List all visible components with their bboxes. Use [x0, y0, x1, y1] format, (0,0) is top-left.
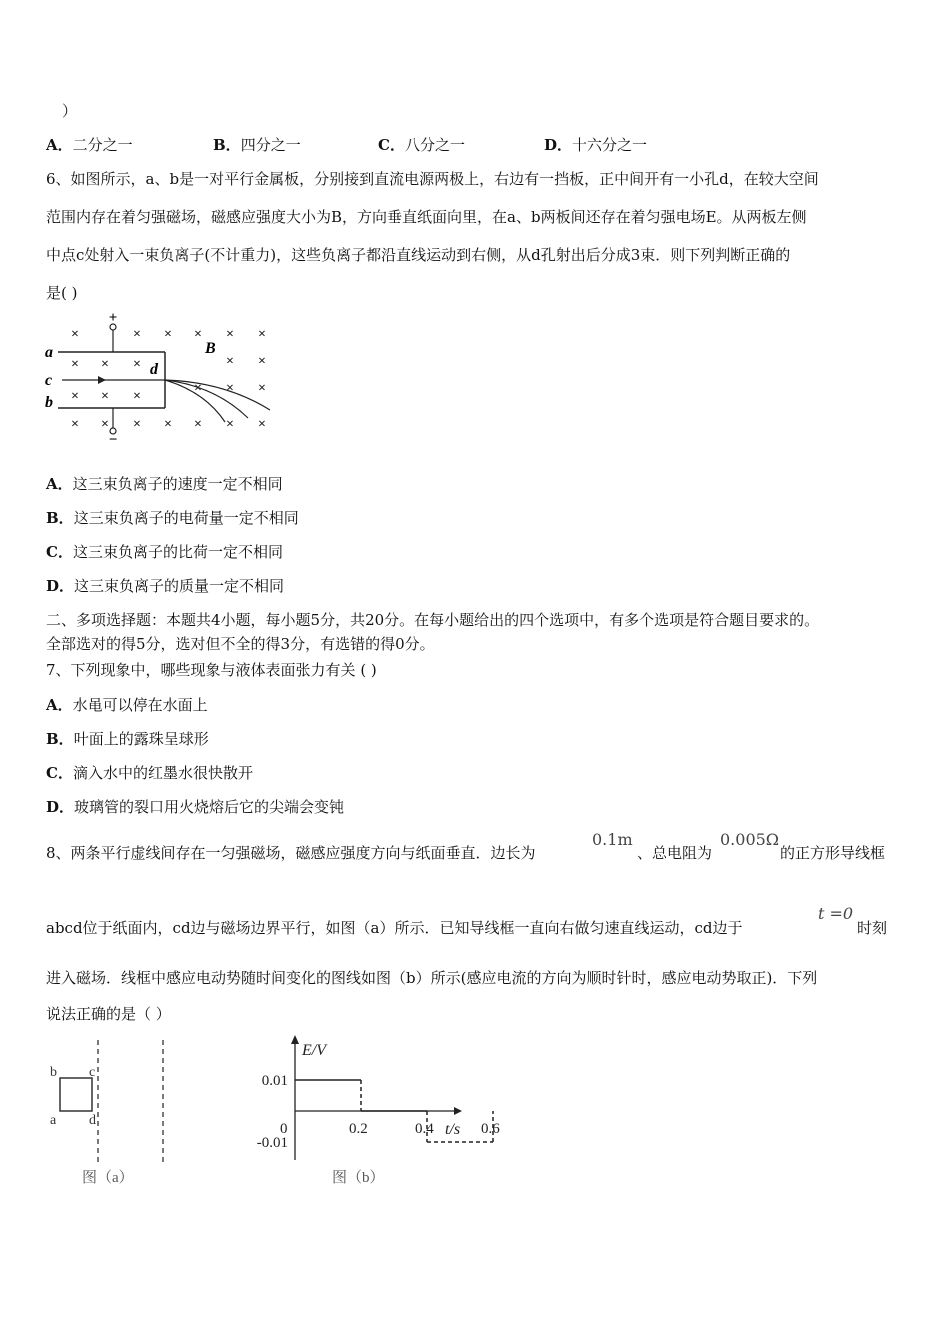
q8-line-2a: abcd位于纸面内，cd边与磁场边界平行，如图（a）所示．已知导线框一直向右做匀速直线运动，cd边于	[46, 919, 743, 937]
option-text: 水黾可以停在水面上	[72, 696, 208, 714]
q6-option-d[interactable]	[46, 575, 284, 597]
q6-option-b[interactable]	[46, 507, 299, 529]
option-text: 四分之一	[240, 136, 301, 154]
q6-stem-line-1: 6、如图所示，a、b是一对平行金属板，分别接到直流电源两极上，右边有一挡板，正中间开有一小孔d，在较大空间	[46, 170, 819, 188]
q5-option-c[interactable]	[378, 134, 465, 156]
q5-option-d[interactable]	[544, 134, 647, 156]
x-tick-label: 0.2	[349, 1121, 368, 1137]
label-plus: +	[108, 310, 118, 326]
cross-mark: ×	[226, 354, 234, 369]
option-label: D．	[46, 798, 75, 816]
q7-option-c[interactable]	[46, 762, 253, 784]
q8-line-1b: 、总电阻为	[637, 844, 713, 862]
q6-option-c[interactable]	[46, 541, 283, 563]
option-text: 这三束负离子的比荷一定不相同	[72, 543, 283, 561]
section2-line-1: 二、多项选择题：本题共4小题，每小题5分，共20分。在每小题给出的四个选项中，有多个选项是符合题目要求的。	[46, 611, 820, 629]
caption-b: 图（b）	[332, 1170, 385, 1186]
q6-stem-line-3: 中点c处射入一束负离子(不计重力)，这些负离子都沿直线运动到右侧，从d孔射出后分成3束．则下列判断正确的	[46, 246, 791, 264]
option-text: 滴入水中的红墨水很快散开	[72, 764, 253, 782]
x-axis-label: t/s	[445, 1121, 461, 1138]
option-label: B．	[46, 509, 74, 527]
cross-mark: ×	[226, 417, 234, 432]
cross-mark: ×	[133, 357, 141, 372]
q5-option-b[interactable]	[213, 134, 301, 156]
q7-option-b[interactable]	[46, 728, 209, 750]
cross-mark: ×	[258, 354, 266, 369]
q8-math-time: t =0	[818, 904, 854, 923]
beam-2	[165, 380, 248, 418]
option-label: A．	[46, 696, 73, 714]
arrow-head	[98, 376, 106, 384]
q5-tail: ）	[62, 102, 78, 120]
label-a: a	[45, 344, 53, 361]
y-tick-label: 0.01	[261, 1073, 288, 1089]
option-text: 这三束负离子的电荷量一定不相同	[73, 509, 299, 527]
x-tick-label: 0.6	[481, 1121, 500, 1137]
option-label: B．	[213, 136, 241, 154]
option-text: 这三束负离子的质量一定不相同	[74, 577, 285, 595]
cross-mark: ×	[133, 417, 141, 432]
cross-mark: ×	[164, 417, 172, 432]
y-tick-label: -0.01	[256, 1135, 288, 1151]
label-c: c	[45, 372, 53, 389]
option-text: 十六分之一	[572, 136, 648, 154]
label-b: b	[50, 1065, 57, 1080]
x-axis-arrow	[454, 1107, 462, 1115]
label-d: d	[89, 1113, 96, 1128]
cross-mark: ×	[133, 327, 141, 342]
option-text: 玻璃管的裂口用火烧熔后它的尖端会变钝	[74, 798, 345, 816]
q7-stem: 7、下列现象中，哪些现象与液体表面张力有关 ( )	[46, 661, 377, 679]
label-a: a	[50, 1113, 57, 1128]
cross-mark: ×	[258, 417, 266, 432]
label-B: B	[205, 340, 216, 357]
label-minus: −	[108, 432, 118, 448]
q8-line-1a: 8、两条平行虚线间存在一匀强磁场，磁感应强度方向与纸面垂直．边长为	[46, 844, 536, 862]
q8-math-length: 0.1m	[592, 830, 633, 849]
y-axis-label: E/V	[302, 1042, 326, 1059]
option-label: C．	[378, 136, 405, 154]
origin-label: 0	[280, 1121, 288, 1137]
option-text: 八分之一	[404, 136, 465, 154]
option-text: 这三束负离子的速度一定不相同	[72, 475, 283, 493]
beam-1	[165, 380, 270, 410]
cross-mark: ×	[258, 381, 266, 396]
cross-mark: ×	[258, 327, 266, 342]
q7-option-d[interactable]	[46, 796, 344, 818]
cross-mark: ×	[71, 389, 79, 404]
q8-math-resistance: 0.005Ω	[720, 830, 780, 849]
option-text: 二分之一	[72, 136, 133, 154]
q5-option-a[interactable]	[46, 134, 133, 156]
cross-mark: ×	[164, 327, 172, 342]
q8-line-3: 进入磁场．线框中感应电动势随时间变化的图线如图（b）所示(感应电流的方向为顺时针时，感应电动势取正)．下列	[46, 969, 818, 987]
option-label: D．	[46, 577, 75, 595]
option-label: C．	[46, 543, 73, 561]
cross-mark: ×	[71, 357, 79, 372]
cross-mark: ×	[226, 381, 234, 396]
cross-mark: ×	[133, 389, 141, 404]
cross-mark: ×	[226, 327, 234, 342]
q8-figure-b-chart	[240, 1030, 500, 1195]
label-c: c	[89, 1065, 96, 1080]
label-d: d	[150, 361, 158, 378]
option-label: A．	[46, 475, 73, 493]
q8-line-4: 说法正确的是（ ）	[46, 1005, 171, 1023]
option-text: 叶面上的露珠呈球形	[73, 730, 209, 748]
wire-frame	[60, 1078, 92, 1111]
option-label: C．	[46, 764, 73, 782]
q6-figure	[40, 310, 280, 448]
label-b: b	[45, 394, 53, 411]
cross-mark: ×	[71, 417, 79, 432]
cross-mark: ×	[194, 381, 202, 396]
option-label: B．	[46, 730, 74, 748]
option-label: A．	[46, 136, 73, 154]
q7-option-a[interactable]	[46, 694, 208, 716]
q6-stem-line-4: 是( )	[46, 284, 78, 302]
cross-mark: ×	[194, 327, 202, 342]
option-label: D．	[544, 136, 573, 154]
cross-mark: ×	[194, 417, 202, 432]
q6-stem-line-2: 范围内存在着匀强磁场，磁感应强度大小为B，方向垂直纸面向里，在a、b两板间还存在着匀强电场E。从两板左侧	[46, 208, 807, 226]
q8-line-2b: 时刻	[857, 919, 888, 937]
cross-mark: ×	[101, 417, 109, 432]
q8-line-1c: 的正方形导线框	[780, 844, 886, 862]
cross-mark: ×	[101, 357, 109, 372]
section2-line-2: 全部选对的得5分，选对但不全的得3分，有选错的得0分。	[46, 635, 435, 653]
cross-mark: ×	[71, 327, 79, 342]
cross-mark: ×	[101, 389, 109, 404]
q6-option-a[interactable]	[46, 473, 283, 495]
q8-figure-a	[40, 1035, 190, 1195]
y-axis-arrow	[291, 1035, 299, 1044]
x-tick-label: 0.4	[415, 1121, 434, 1137]
caption-a: 图（a）	[82, 1170, 134, 1186]
